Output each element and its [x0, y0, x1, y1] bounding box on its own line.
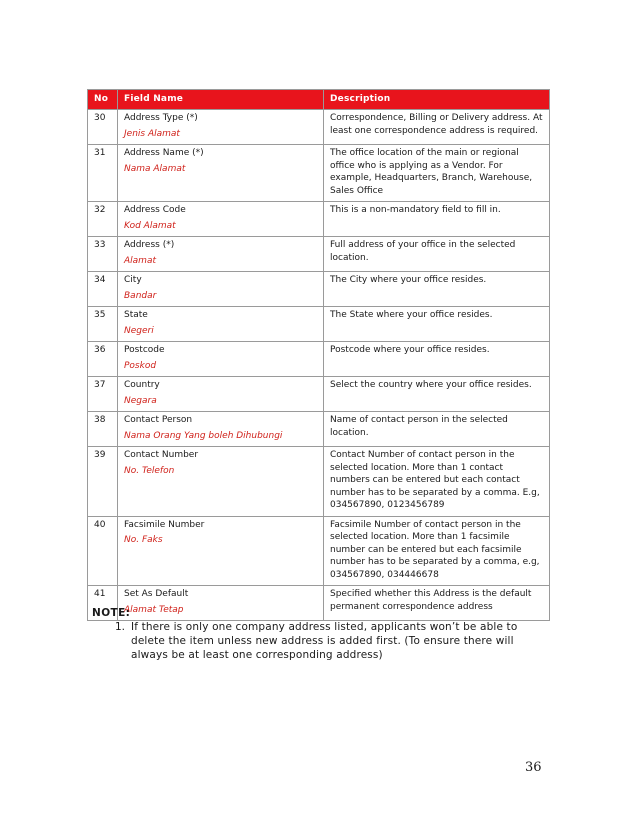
field-name: Contact Person	[124, 415, 193, 425]
table-row	[88, 145, 550, 202]
field-name-malay: Bandar	[124, 290, 157, 301]
field-description: Correspondence, Billing or Delivery address. At least one correspondence address is required.	[324, 110, 550, 145]
field-description: Select the country where your office resides.	[324, 377, 550, 412]
field-name-malay: No. Telefon	[124, 465, 175, 476]
field-description: Name of contact person in the selected location.	[324, 412, 550, 447]
field-name-cell	[118, 307, 324, 342]
note-item	[115, 620, 552, 662]
note-item-number: 1.	[115, 621, 126, 633]
header-no: No	[88, 90, 118, 110]
row-number: 36	[88, 342, 118, 377]
row-number: 39	[88, 447, 118, 517]
note-title: NOTE:	[92, 607, 131, 619]
field-name-cell	[118, 447, 324, 517]
field-description: Contact Number of contact person in the selected location. More than 1 contact numbers can be entered but each contact number has to be separated by a comma. E.g, 034567890, 0123456789	[324, 447, 550, 517]
field-name-malay: Poskod	[124, 360, 157, 371]
field-description: The City where your office resides.	[324, 272, 550, 307]
table-row	[88, 307, 550, 342]
field-table	[87, 89, 550, 621]
field-name-malay: Negara	[124, 395, 157, 406]
field-name-malay: Negeri	[124, 325, 154, 336]
field-description: Facsimile Number of contact person in the selected location. More than 1 facsimile number can be entered but each facsimile number has to be separated by a comma, e.g, 034567890, 034446678	[324, 516, 550, 586]
field-description: Postcode where your office resides.	[324, 342, 550, 377]
field-name: Address Type (*)	[124, 113, 198, 123]
table-row	[88, 516, 550, 586]
row-number: 34	[88, 272, 118, 307]
field-name-cell	[118, 516, 324, 586]
field-name-malay: Nama Alamat	[124, 163, 186, 174]
table-row	[88, 377, 550, 412]
field-description: Specified whether this Address is the default permanent correspondence address	[324, 586, 550, 621]
table-header-row	[88, 90, 550, 110]
field-name: Address Name (*)	[124, 148, 204, 158]
table-row	[88, 110, 550, 145]
row-number: 32	[88, 202, 118, 237]
note-item-text: If there is only one company address listed, applicants won’t be able to delete the item unless new address is added first. (To ensure there will always be at least one corresponding address)	[131, 621, 518, 661]
table-row	[88, 202, 550, 237]
row-number: 30	[88, 110, 118, 145]
field-name: Contact Number	[124, 450, 199, 460]
field-name-malay: Alamat	[124, 255, 156, 266]
field-description: Full address of your office in the selected location.	[324, 237, 550, 272]
table-row	[88, 272, 550, 307]
row-number: 37	[88, 377, 118, 412]
field-name: Country	[124, 380, 160, 390]
field-name-malay: No. Faks	[124, 535, 163, 545]
row-number: 35	[88, 307, 118, 342]
field-name-cell	[118, 110, 324, 145]
field-name: Set As Default	[124, 589, 189, 599]
table-row	[88, 342, 550, 377]
row-number: 40	[88, 516, 118, 586]
header-description: Description	[324, 90, 550, 110]
table-row	[88, 447, 550, 517]
field-name-malay: Jenis Alamat	[124, 128, 180, 139]
field-name-cell	[118, 145, 324, 202]
field-name: Postcode	[124, 345, 165, 355]
field-name-cell	[118, 377, 324, 412]
field-name-cell	[118, 237, 324, 272]
row-number: 33	[88, 237, 118, 272]
field-name-malay: Alamat Tetap	[124, 604, 184, 615]
field-name-cell	[118, 202, 324, 237]
field-name: State	[124, 310, 148, 320]
field-name-cell	[118, 342, 324, 377]
field-name: Facsimile Number	[124, 519, 205, 530]
row-number: 38	[88, 412, 118, 447]
field-description: This is a non-mandatory field to fill in.	[324, 202, 550, 237]
field-name: Address Code	[124, 205, 186, 215]
table-row	[88, 237, 550, 272]
field-name: City	[124, 275, 142, 285]
field-name-cell	[118, 272, 324, 307]
row-number: 31	[88, 145, 118, 202]
table-row	[88, 412, 550, 447]
page-number: 36	[525, 760, 542, 775]
header-field-name: Field Name	[118, 90, 324, 110]
field-name-malay: Kod Alamat	[124, 220, 176, 231]
field-name: Address (*)	[124, 240, 175, 250]
field-name-malay: Nama Orang Yang boleh Dihubungi	[124, 430, 283, 441]
row-number: 41	[88, 586, 118, 621]
note-section	[92, 606, 552, 662]
field-name-cell	[118, 412, 324, 447]
field-description: The State where your office resides.	[324, 307, 550, 342]
field-description: The office location of the main or regional office who is applying as a Vendor. For example, Headquarters, Branch, Warehouse, Sales Office	[324, 145, 550, 202]
